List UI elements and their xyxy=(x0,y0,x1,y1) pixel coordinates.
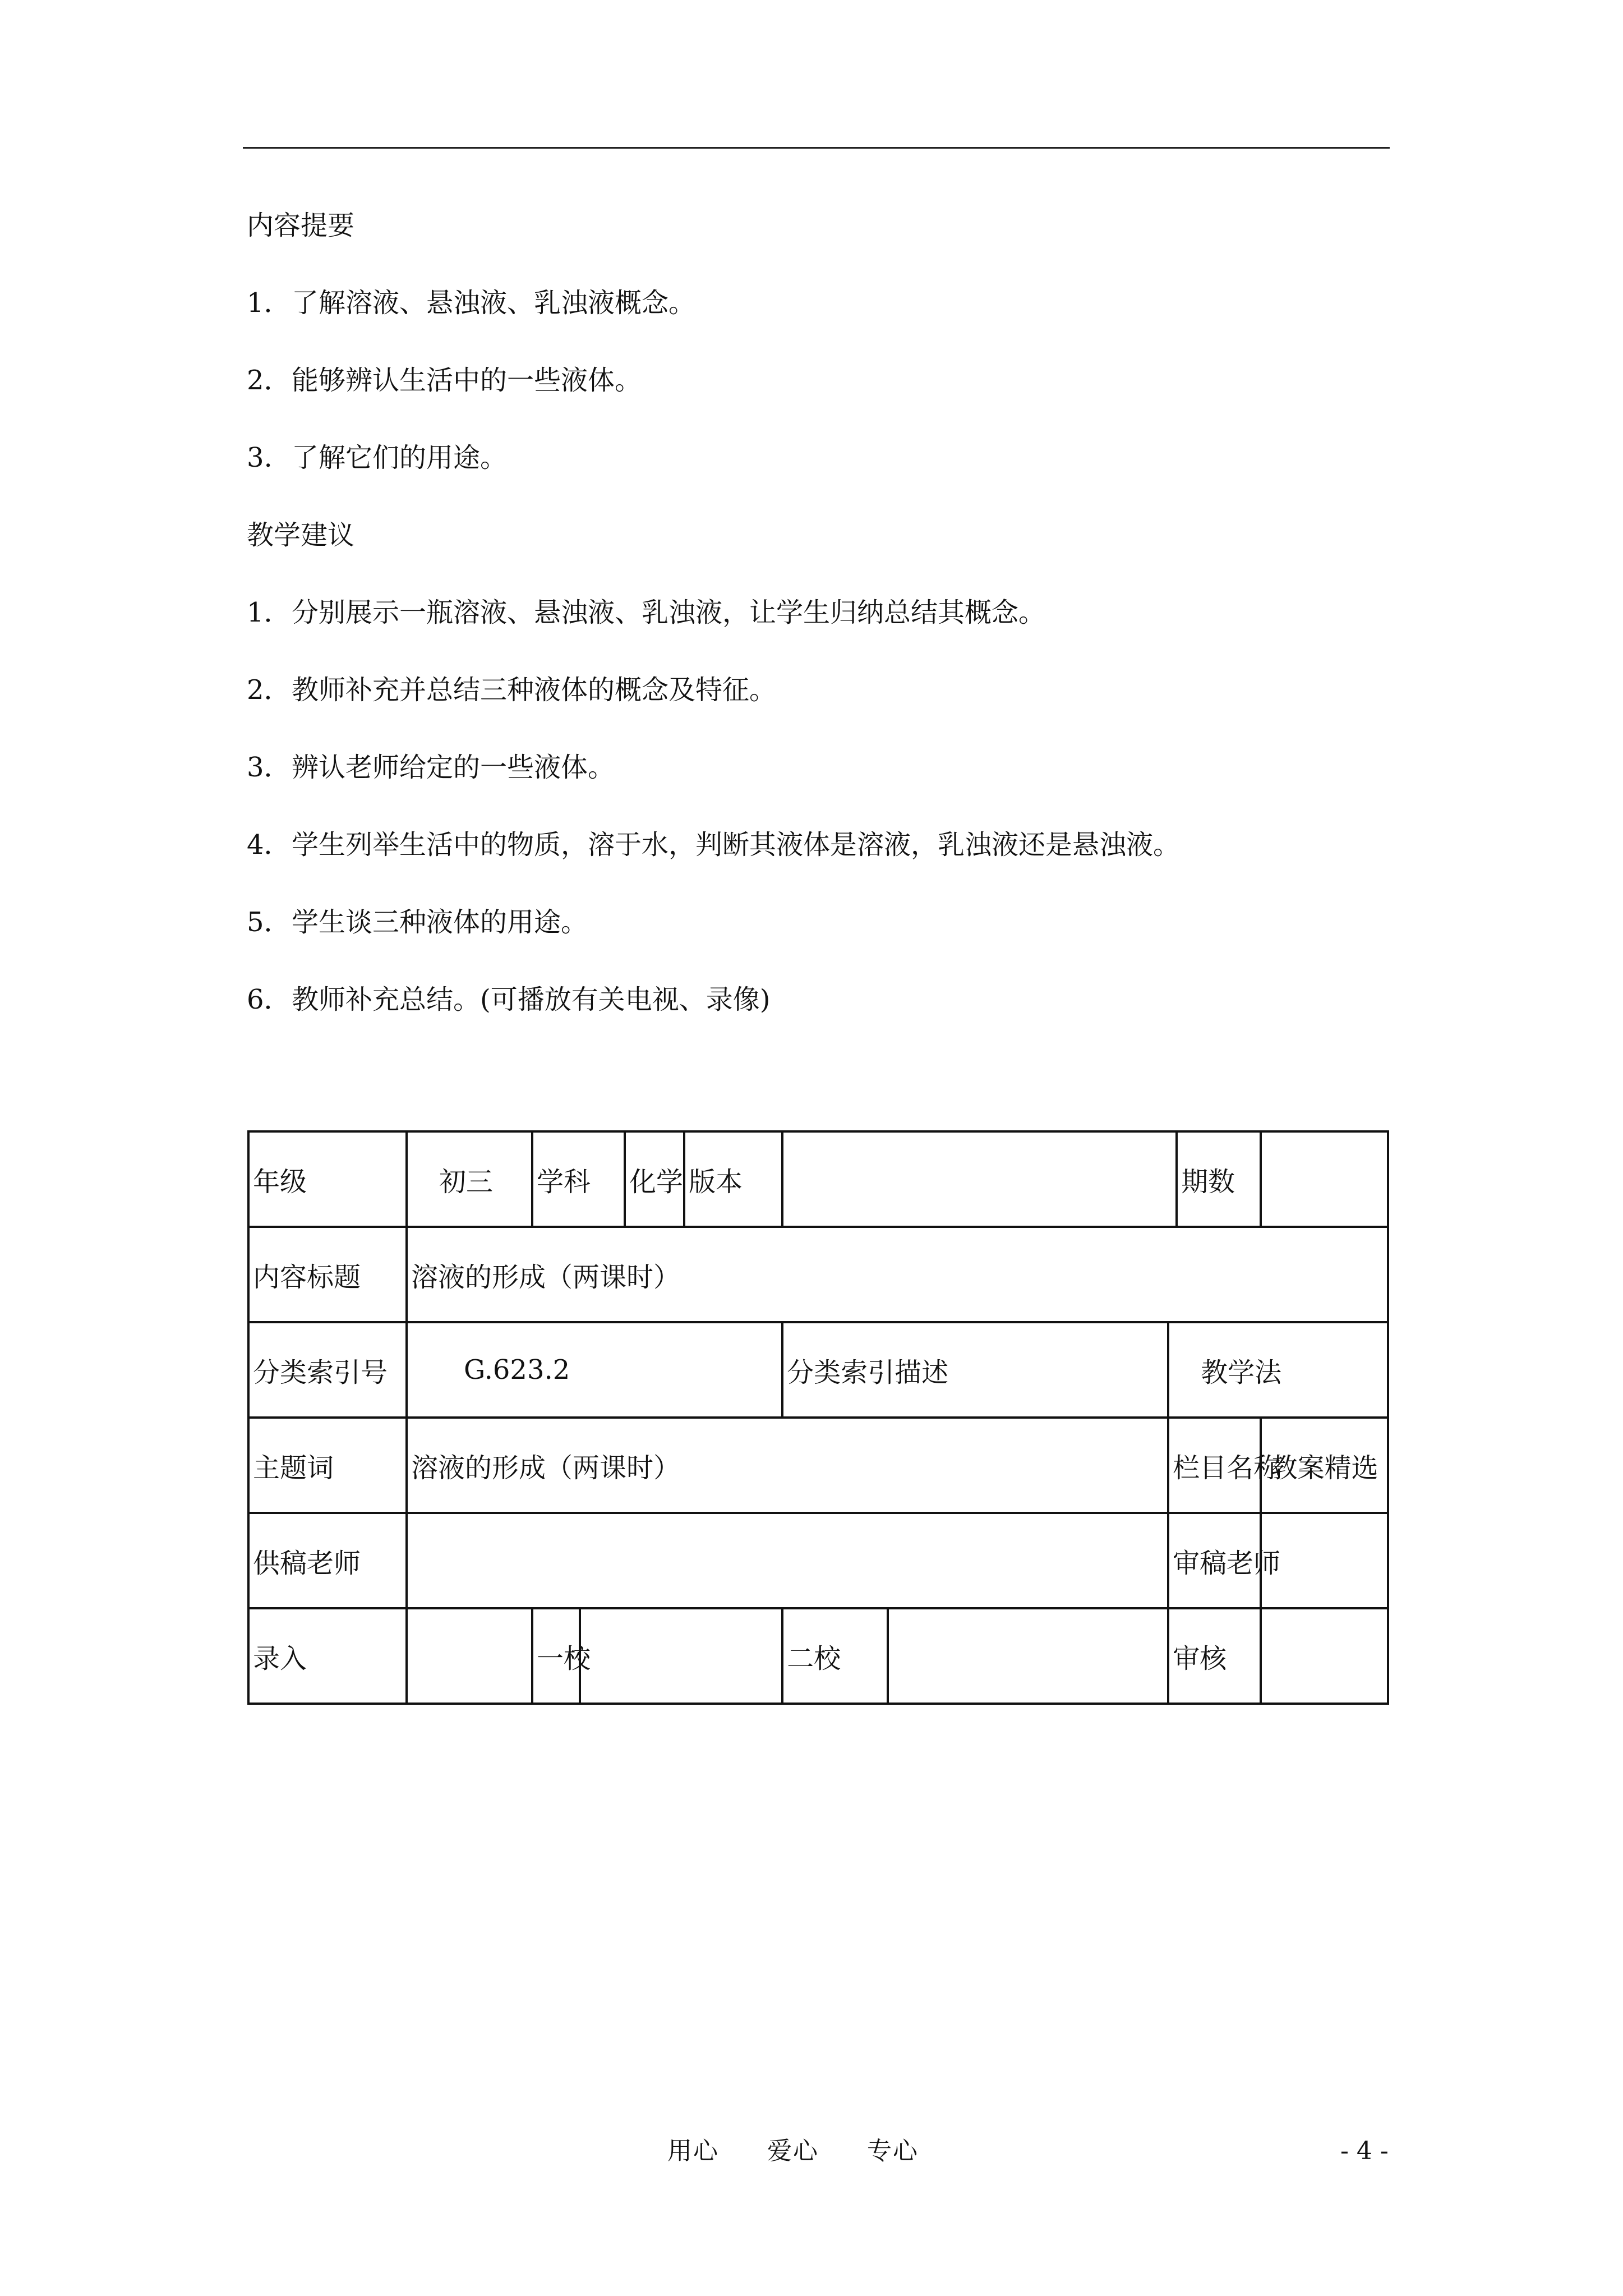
index-desc-value: 教学法 xyxy=(1168,1322,1388,1418)
section-heading-content-summary: 内容提要 xyxy=(247,210,355,241)
column-label: 栏目名称 xyxy=(1168,1418,1261,1513)
item-text: 教师补充总结。(可播放有关电视、录像) xyxy=(292,984,771,1015)
issue-value xyxy=(1261,1131,1388,1227)
summary-item xyxy=(247,286,1391,320)
header-rule xyxy=(243,147,1390,149)
title-value: 溶液的形成（两课时） xyxy=(407,1227,1388,1322)
footer-motto-word: 爱心 xyxy=(767,2137,819,2165)
table-row xyxy=(248,1418,1388,1513)
index-value: G.623.2 xyxy=(407,1322,782,1418)
title-label: 内容标题 xyxy=(248,1227,407,1322)
advice-item xyxy=(247,673,1391,707)
section-heading-teaching-advice: 教学建议 xyxy=(247,519,355,551)
item-text: 学生谈三种液体的用途。 xyxy=(292,907,588,938)
proof1-label: 一校 xyxy=(532,1608,580,1704)
grade-label: 年级 xyxy=(248,1131,407,1227)
item-number: 1． xyxy=(247,287,291,319)
issue-label: 期数 xyxy=(1177,1131,1261,1227)
table-row xyxy=(248,1227,1388,1322)
summary-item xyxy=(247,441,1391,475)
item-number: 3． xyxy=(247,752,291,783)
proof1-value xyxy=(580,1608,782,1704)
reviewer-label: 审稿老师 xyxy=(1168,1513,1261,1608)
author-value xyxy=(407,1513,1168,1608)
entry-label: 录入 xyxy=(248,1608,407,1704)
column-value: 教案精选 xyxy=(1261,1418,1388,1513)
item-number: 2． xyxy=(247,674,291,706)
audit-value xyxy=(1261,1608,1388,1704)
author-label: 供稿老师 xyxy=(248,1513,407,1608)
index-desc-label: 分类索引描述 xyxy=(782,1322,1168,1418)
catalog-info-table xyxy=(247,1130,1389,1705)
entry-value xyxy=(407,1608,532,1704)
item-text: 教师补充并总结三种液体的概念及特征。 xyxy=(292,674,777,706)
item-number: 4． xyxy=(247,829,291,861)
keyword-label: 主题词 xyxy=(248,1418,407,1513)
footer-motto-word: 用心 xyxy=(667,2137,719,2165)
item-text: 分别展示一瓶溶液、悬浊液、乳浊液，让学生归纳总结其概念。 xyxy=(292,597,1046,628)
table-row xyxy=(248,1322,1388,1418)
item-text: 了解它们的用途。 xyxy=(292,442,508,473)
footer-motto-word: 专心 xyxy=(867,2137,919,2165)
proof2-value xyxy=(888,1608,1168,1704)
item-number: 2． xyxy=(247,365,291,396)
proof2-label: 二校 xyxy=(782,1608,888,1704)
item-text: 了解溶液、悬浊液、乳浊液概念。 xyxy=(292,287,696,319)
edition-label: 版本 xyxy=(684,1131,782,1227)
advice-item xyxy=(247,905,1391,939)
item-number: 6． xyxy=(247,984,291,1015)
advice-item xyxy=(247,983,1391,1016)
footer-motto xyxy=(667,2136,967,2167)
table-row xyxy=(248,1131,1388,1227)
advice-item xyxy=(247,828,1391,862)
item-text: 能够辨认生活中的一些液体。 xyxy=(292,365,642,396)
document-body xyxy=(247,209,1391,1060)
audit-label: 审核 xyxy=(1168,1608,1261,1704)
item-number: 5． xyxy=(247,907,291,938)
summary-item xyxy=(247,364,1391,397)
item-text: 学生列举生活中的物质，溶于水，判断其液体是溶液，乳浊液还是悬浊液。 xyxy=(292,829,1181,861)
item-text: 辨认老师给定的一些液体。 xyxy=(292,752,615,783)
advice-item xyxy=(247,751,1391,784)
advice-item xyxy=(247,596,1391,629)
index-label: 分类索引号 xyxy=(248,1322,407,1418)
grade-value: 初三 xyxy=(407,1131,532,1227)
keyword-value: 溶液的形成（两课时） xyxy=(407,1418,1168,1513)
table-row xyxy=(248,1608,1388,1704)
table-row xyxy=(248,1513,1388,1608)
edition-value xyxy=(782,1131,1177,1227)
item-number: 1． xyxy=(247,597,291,628)
item-number: 3. xyxy=(247,442,273,473)
subject-label: 学科 xyxy=(532,1131,625,1227)
subject-value: 化学 xyxy=(625,1131,684,1227)
page-number: - 4 - xyxy=(1340,2137,1389,2165)
